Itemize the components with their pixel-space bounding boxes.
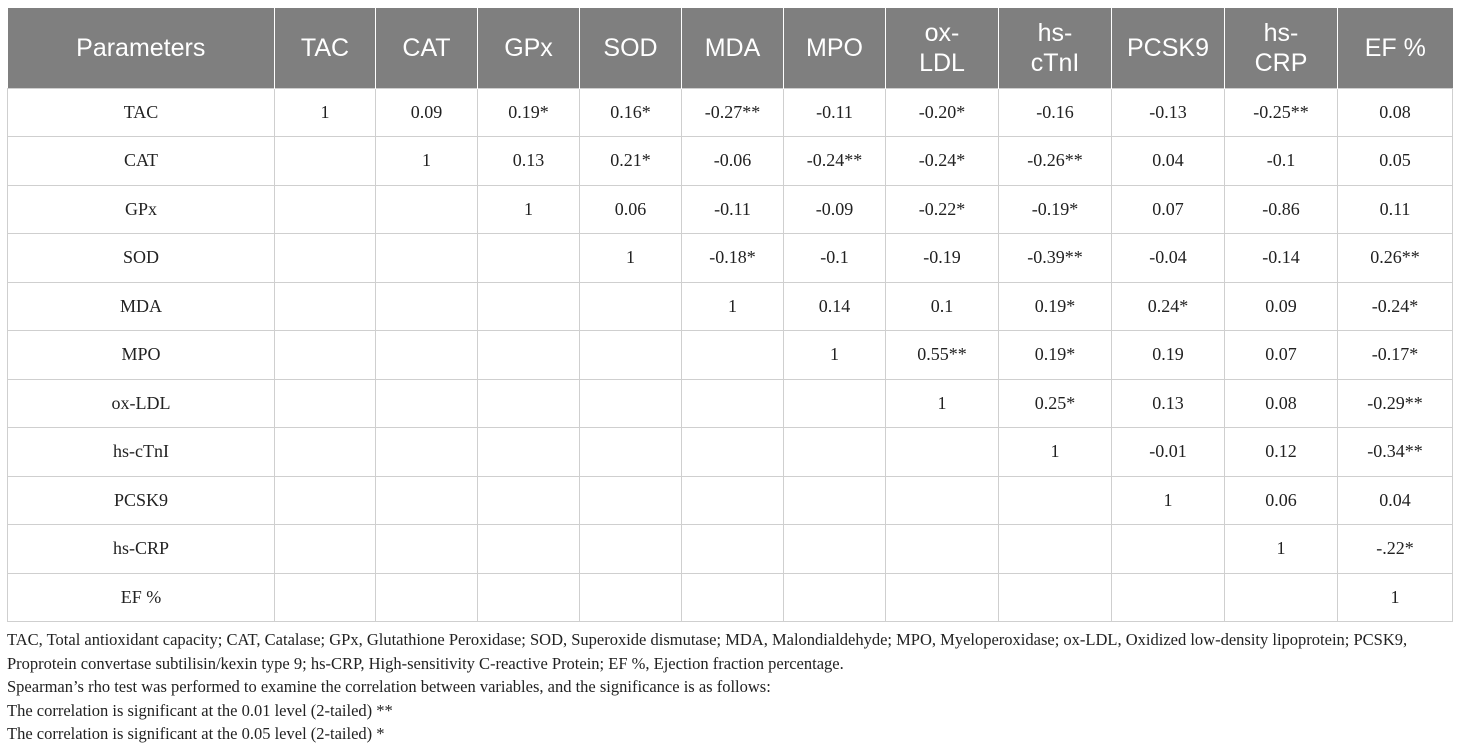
table-cell [376,185,478,234]
table-cell: 0.24* [1112,282,1225,331]
table-cell: 0.16* [580,88,682,137]
row-label: TAC [8,88,275,137]
table-cell: -0.1 [784,234,886,283]
table-cell: -0.17* [1338,331,1453,380]
table-cell: -0.09 [784,185,886,234]
column-header [999,8,1112,88]
table-cell: 0.06 [580,185,682,234]
table-cell: -0.04 [1112,234,1225,283]
table-cell [1225,573,1338,622]
table-cell [784,476,886,525]
table-cell: 0.11 [1338,185,1453,234]
column-header-line: PCSK9 [1127,33,1209,62]
table-cell [784,525,886,574]
table-cell [580,379,682,428]
table-cell [580,331,682,380]
table-cell [580,476,682,525]
table-cell: 1 [1112,476,1225,525]
table-cell [682,379,784,428]
table-cell: -0.22* [886,185,999,234]
table-cell [580,525,682,574]
table-cell: 0.21* [580,137,682,186]
table-cell: 1 [1225,525,1338,574]
table-cell: 0.19* [478,88,580,137]
table-cell: -0.16 [999,88,1112,137]
table-cell: 0.06 [1225,476,1338,525]
table-cell [478,234,580,283]
table-cell: -0.11 [682,185,784,234]
table-cell [275,282,376,331]
column-header-line: Parameters [76,33,206,62]
table-cell [784,573,886,622]
row-label: hs-cTnI [8,428,275,477]
table-cell: 0.14 [784,282,886,331]
table-cell [376,282,478,331]
abbreviations-note: TAC, Total antioxidant capacity; CAT, Catalase; GPx, Glutathione Peroxidase; SOD, Superoxide dismutase; MDA, Malondialdehyde; MPO, Myeloperoxidase; ox-LDL, Oxidized low-density lipoprotein; PCSK9, Proprotein convertase subtilisin/kexin type 9; hs-CRP, High-sensitivity C-reactive Protein; EF %, Ejection fraction percentage. [7,630,1408,673]
column-header-line: SOD [603,33,658,62]
table-cell [376,525,478,574]
table-cell: -0.24* [886,137,999,186]
table-cell [580,573,682,622]
table-cell [999,525,1112,574]
column-header-line: cTnI [1030,48,1080,77]
table-cell: 1 [580,234,682,283]
table-cell: -0.18* [682,234,784,283]
table-cell [376,428,478,477]
table-cell [275,428,376,477]
table-cell [478,379,580,428]
row-label: hs-CRP [8,525,275,574]
table-cell [784,379,886,428]
test-note: Spearman’s rho test was performed to examine the correlation between variables, and the significance is as follows: [7,677,771,696]
table-cell [478,525,580,574]
table-cell [1112,573,1225,622]
table-cell [1112,525,1225,574]
table-cell [275,525,376,574]
table-cell: -0.26** [999,137,1112,186]
table-cell [478,573,580,622]
document [7,8,1452,746]
table-cell: 0.19* [999,331,1112,380]
table-cell [682,428,784,477]
table-cell: 0.07 [1225,331,1338,380]
table-cell: 1 [886,379,999,428]
table-cell [478,331,580,380]
table-cell: 1 [275,88,376,137]
table-cell: 1 [1338,573,1453,622]
table-cell: 1 [376,137,478,186]
table-cell [784,428,886,477]
table-cell [478,282,580,331]
table-cell: 0.13 [1112,379,1225,428]
table-cell: -0.86 [1225,185,1338,234]
table-cell [886,428,999,477]
table-body [8,88,1453,622]
table-cell: 0.08 [1338,88,1453,137]
table-cell [376,331,478,380]
significance-005-note: The correlation is significant at the 0.05 level (2-tailed) * [7,724,385,743]
column-header-line: MPO [806,33,863,62]
table-cell: 0.12 [1225,428,1338,477]
table-cell: 0.55** [886,331,999,380]
column-header [580,8,682,88]
table-cell: -0.19* [999,185,1112,234]
column-header [1225,8,1338,88]
table-cell: 0.08 [1225,379,1338,428]
table-row [8,331,1453,380]
table-cell: 0.04 [1338,476,1453,525]
table-row [8,234,1453,283]
column-header [376,8,478,88]
column-header-line: EF % [1364,33,1426,62]
table-cell: -0.1 [1225,137,1338,186]
table-cell [999,573,1112,622]
table-cell [999,476,1112,525]
table-cell: 1 [682,282,784,331]
table-cell: 0.19 [1112,331,1225,380]
table-cell: -0.24** [784,137,886,186]
table-row [8,185,1453,234]
table-cell [886,573,999,622]
table-cell [886,525,999,574]
column-header [478,8,580,88]
table-cell: 0.09 [376,88,478,137]
table-cell [275,234,376,283]
row-label: MPO [8,331,275,380]
table-cell: 0.05 [1338,137,1453,186]
column-header-line: hs- [1037,18,1073,47]
column-header [1112,8,1225,88]
table-cell: -0.13 [1112,88,1225,137]
table-cell: -0.34** [1338,428,1453,477]
table-cell: -0.29** [1338,379,1453,428]
column-header-line: TAC [300,33,350,62]
table-cell: 0.19* [999,282,1112,331]
table-cell [376,573,478,622]
row-label: MDA [8,282,275,331]
row-label: CAT [8,137,275,186]
row-label: EF % [8,573,275,622]
table-cell: 0.09 [1225,282,1338,331]
table-cell [275,379,376,428]
table-cell: -0.39** [999,234,1112,283]
row-label: ox-LDL [8,379,275,428]
column-header-line: hs- [1263,18,1299,47]
table-cell: 0.13 [478,137,580,186]
table-cell: 0.26** [1338,234,1453,283]
table-cell: -0.06 [682,137,784,186]
table-cell [376,476,478,525]
column-header-line: CAT [402,33,451,62]
table-cell [682,476,784,525]
table-row [8,573,1453,622]
table-cell [275,185,376,234]
table-cell: -0.19 [886,234,999,283]
table-cell [376,379,478,428]
table-cell: 0.25* [999,379,1112,428]
table-cell [275,331,376,380]
table-cell [275,573,376,622]
table-cell [682,331,784,380]
table-cell [478,476,580,525]
correlation-table [7,8,1453,622]
table-cell: 1 [478,185,580,234]
column-header [275,8,376,88]
table-cell [682,573,784,622]
column-header [682,8,784,88]
row-label: GPx [8,185,275,234]
table-cell: 0.1 [886,282,999,331]
table-row [8,476,1453,525]
table-cell: -0.27** [682,88,784,137]
table-cell: -0.11 [784,88,886,137]
table-cell [580,428,682,477]
table-cell: 1 [784,331,886,380]
table-row [8,137,1453,186]
table-cell [580,282,682,331]
table-cell: -0.25** [1225,88,1338,137]
row-label: SOD [8,234,275,283]
column-header [784,8,886,88]
table-footnotes [7,628,1452,746]
table-cell [478,428,580,477]
table-row [8,379,1453,428]
table-cell: -.22* [1338,525,1453,574]
table-row [8,282,1453,331]
column-header-line: MDA [704,33,761,62]
table-cell [886,476,999,525]
column-header [886,8,999,88]
table-cell: 0.07 [1112,185,1225,234]
table-cell: -0.14 [1225,234,1338,283]
column-header-line: ox- [924,18,960,47]
table-cell [376,234,478,283]
row-label: PCSK9 [8,476,275,525]
column-header-line: GPx [504,33,553,62]
table-row [8,88,1453,137]
table-cell: -0.01 [1112,428,1225,477]
table-cell [682,525,784,574]
column-header [8,8,275,88]
table-cell [275,476,376,525]
table-cell: 1 [999,428,1112,477]
column-header-line: LDL [919,48,965,77]
table-cell: 0.04 [1112,137,1225,186]
table-row [8,428,1453,477]
significance-001-note: The correlation is significant at the 0.01 level (2-tailed) ** [7,700,393,720]
table-cell: -0.20* [886,88,999,137]
table-cell: -0.24* [1338,282,1453,331]
table-row [8,525,1453,574]
table-cell [275,137,376,186]
table-header-row [8,8,1453,88]
column-header-line: CRP [1254,48,1308,77]
column-header [1338,8,1453,88]
